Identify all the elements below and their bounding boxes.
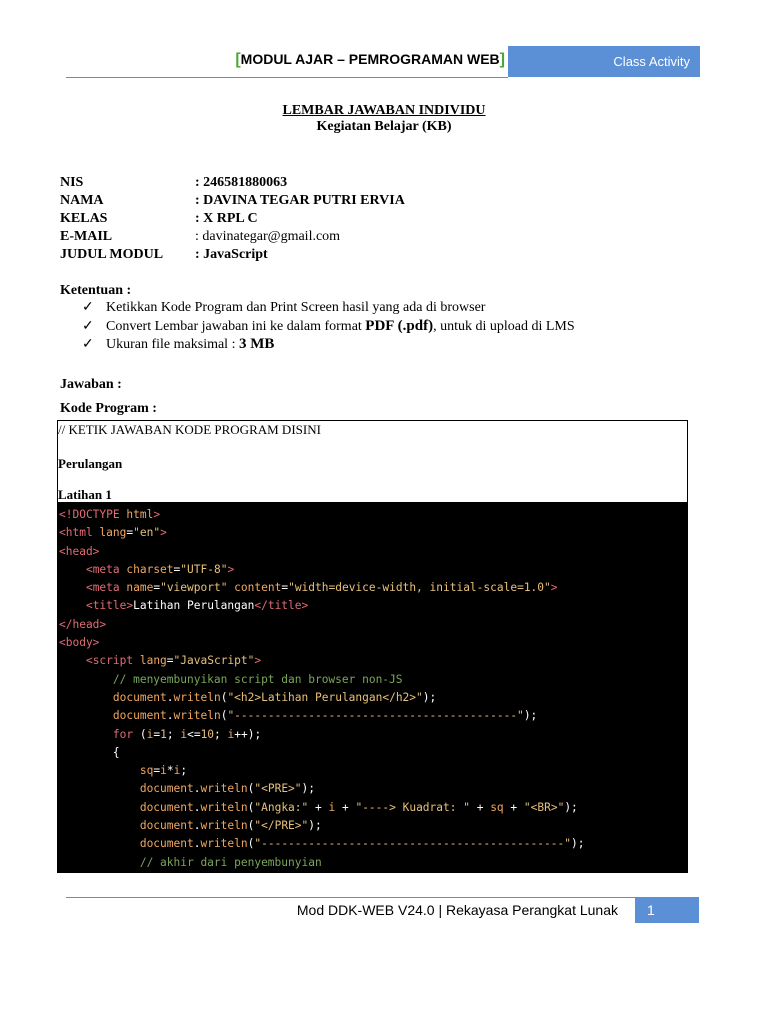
code-line	[59, 579, 688, 597]
code-token: 1	[160, 727, 167, 741]
module-header-title	[0, 51, 505, 69]
code-token: i	[173, 764, 181, 778]
code-line	[59, 835, 688, 853]
code-token: (	[247, 782, 255, 796]
code-token	[59, 837, 140, 850]
rule-size: 3 MB	[238, 336, 275, 352]
answer-instruction: // KETIK JAWABAN KODE PROGRAM DISINI	[58, 422, 321, 437]
info-label: E-MAIL	[60, 229, 113, 244]
code-line	[59, 726, 688, 744]
code-token	[59, 673, 113, 686]
code-token	[59, 764, 140, 777]
code-token: =	[126, 526, 134, 540]
info-label: JUDUL MODUL	[60, 247, 164, 262]
rule-item	[82, 299, 575, 317]
code-token: writeln	[173, 690, 221, 704]
code-token: );	[422, 690, 437, 704]
code-line	[59, 616, 688, 634]
code-token: "JavaScript"	[173, 654, 255, 668]
code-line	[59, 543, 688, 561]
code-token: =	[153, 764, 161, 778]
code-token: <body>	[59, 636, 100, 650]
code-token: =	[153, 727, 161, 741]
code-token	[59, 691, 113, 704]
code-line	[59, 561, 688, 579]
info-row-judul-modul	[60, 246, 405, 264]
code-token	[59, 599, 86, 612]
code-token	[59, 819, 140, 832]
code-token: writeln	[173, 709, 221, 723]
code-token: >	[153, 508, 161, 521]
code-token: 10	[200, 727, 215, 741]
code-token: =	[173, 562, 181, 576]
code-line	[59, 689, 688, 707]
code-token: writeln	[200, 837, 248, 851]
bracket-close: ]	[499, 51, 505, 68]
document-title: LEMBAR JAWABAN INDIVIDU	[282, 103, 486, 118]
bracket-open: [	[235, 51, 241, 68]
code-token: <meta	[85, 562, 127, 576]
code-token: .	[166, 690, 174, 704]
code-token: </head>	[59, 617, 107, 631]
code-token: {	[59, 745, 120, 759]
code-token: (	[220, 709, 228, 723]
code-token: "UTF-8"	[180, 562, 228, 576]
jawaban-heading: Jawaban :	[60, 377, 122, 392]
code-token	[59, 581, 86, 594]
code-token: (	[247, 837, 255, 851]
code-line	[59, 707, 688, 725]
rule-text: Ketikkan Kode Program dan Print Screen hasil yang ada di browser	[106, 300, 486, 315]
code-token: ;	[214, 727, 228, 741]
code-token	[59, 709, 113, 722]
code-token: <!DOCTYPE	[59, 508, 127, 521]
info-value: : davinategar@gmail.com	[195, 229, 341, 244]
code-token: sq	[490, 800, 504, 814]
code-token: <=	[187, 727, 201, 741]
code-token: >	[160, 526, 167, 540]
ketentuan-list	[82, 299, 575, 353]
info-row-nis	[60, 174, 405, 192]
kode-program-heading: Kode Program :	[60, 401, 157, 416]
code-line	[59, 506, 688, 524]
code-token: "width=device-width, initial-scale=1.0"	[288, 581, 551, 595]
document-subtitle: Kegiatan Belajar (KB)	[316, 119, 452, 134]
code-token: +	[503, 800, 524, 814]
code-token: charset	[126, 562, 174, 576]
code-line	[59, 817, 688, 835]
code-token: =	[153, 581, 161, 595]
code-token: >	[254, 654, 262, 668]
code-token: (	[139, 727, 147, 741]
answer-section-title: Perulangan	[58, 456, 123, 471]
code-line	[59, 854, 688, 872]
code-token: i	[160, 764, 167, 778]
code-token: "---------------------------------------------"	[254, 837, 571, 851]
module-title: MODUL AJAR – PEMROGRAMAN WEB	[240, 51, 500, 67]
code-token: .	[166, 709, 174, 723]
code-token: =	[166, 654, 174, 668]
code-token: writeln	[200, 819, 248, 833]
code-token: i	[146, 727, 154, 741]
code-token: );	[308, 819, 322, 833]
info-value: : DAVINA TEGAR PUTRI ERVIA	[195, 193, 405, 208]
code-token: writeln	[200, 782, 248, 796]
code-token: "viewport"	[160, 581, 235, 595]
code-line	[59, 634, 688, 652]
code-token: =	[281, 581, 289, 595]
info-row-nama	[60, 192, 405, 210]
code-token	[59, 782, 140, 795]
code-token	[59, 728, 113, 741]
code-line	[59, 524, 688, 542]
code-token: name	[126, 581, 154, 595]
code-token: >	[550, 581, 558, 595]
class-activity-badge: Class Activity	[508, 46, 700, 77]
code-token: ;	[166, 727, 181, 741]
page-number: 1	[635, 897, 699, 923]
student-info	[60, 174, 405, 264]
code-token: <html	[59, 526, 100, 540]
code-token: // akhir dari penyembunyian	[139, 855, 322, 869]
code-token: Latihan Perulangan	[133, 599, 255, 613]
code-token: .	[193, 837, 201, 851]
code-token: // menyembunyikan script dan browser non-JS	[112, 672, 403, 686]
header-divider	[66, 77, 508, 78]
code-token: +	[335, 800, 356, 814]
code-token: "Angka:"	[254, 800, 309, 814]
rule-item	[82, 335, 575, 353]
code-token: </title>	[254, 599, 309, 613]
code-token	[59, 801, 140, 814]
code-token: "<BR>"	[523, 800, 565, 814]
code-token: .	[193, 800, 201, 814]
code-line	[59, 744, 688, 762]
code-token: document	[139, 819, 194, 833]
code-token: i	[227, 727, 235, 741]
code-token: );	[564, 800, 578, 814]
info-row-email	[60, 228, 405, 246]
code-token: >	[227, 562, 235, 576]
code-token: +	[469, 800, 491, 814]
info-label: NAMA	[60, 193, 104, 208]
code-line	[59, 762, 688, 780]
code-token: <head>	[59, 544, 100, 558]
code-token: "en"	[133, 526, 161, 540]
rule-format: PDF (.pdf)	[365, 318, 434, 334]
rule-item	[82, 317, 575, 335]
code-token	[59, 563, 86, 576]
code-token: ++);	[234, 727, 262, 741]
code-screenshot	[57, 503, 688, 873]
rule-text: Convert Lembar jawaban ini ke dalam format	[106, 319, 366, 334]
ketentuan-heading: Ketentuan :	[60, 283, 132, 298]
document-title-block	[0, 103, 768, 135]
info-value: : JavaScript	[195, 247, 268, 262]
code-token: content	[234, 581, 282, 595]
code-token: document	[112, 709, 167, 723]
info-label: KELAS	[60, 211, 108, 226]
code-token: writeln	[200, 800, 248, 814]
code-token: "------------------------------------------"	[227, 709, 524, 723]
code-line	[59, 652, 688, 670]
code-line	[59, 597, 688, 615]
code-token: html	[126, 508, 154, 521]
code-token: "</PRE>"	[254, 819, 309, 833]
answer-exercise-title: Latihan 1	[58, 487, 112, 502]
code-token: i	[328, 800, 336, 814]
code-token: +	[308, 800, 329, 814]
checkmark-icon: ✓	[82, 300, 94, 315]
code-token: <script	[85, 654, 140, 668]
code-token: .	[193, 819, 201, 833]
code-token: *	[166, 764, 174, 778]
code-token: document	[139, 800, 194, 814]
checkmark-icon: ✓	[82, 319, 94, 334]
code-token: (	[247, 800, 255, 814]
info-value: : X RPL C	[195, 211, 258, 226]
code-token: "<h2>Latihan Perulangan</h2>"	[227, 690, 423, 704]
code-token: <title>	[85, 599, 134, 613]
code-token: lang	[99, 526, 127, 540]
footer-text: Mod DDK-WEB V24.0 | Rekayasa Perangkat Lunak	[296, 902, 618, 918]
code-token: for	[112, 727, 140, 741]
code-token: (	[220, 690, 228, 704]
info-value: : 246581880063	[195, 175, 288, 190]
code-line	[59, 780, 688, 798]
code-line	[59, 671, 688, 689]
code-token: document	[139, 782, 194, 796]
code-token: .	[193, 782, 201, 796]
code-token: lang	[139, 654, 167, 668]
code-token	[59, 856, 140, 869]
code-line	[59, 799, 688, 817]
rule-text: , untuk di upload di LMS	[433, 319, 575, 334]
code-token: "<PRE>"	[254, 782, 302, 796]
code-token: );	[301, 782, 316, 796]
checkmark-icon: ✓	[82, 337, 94, 352]
rule-text: Ukuran file maksimal :	[106, 337, 239, 352]
code-token: i	[180, 727, 188, 741]
code-token: document	[139, 837, 194, 851]
answer-box	[57, 420, 688, 503]
code-token: document	[112, 690, 167, 704]
code-token	[59, 654, 86, 667]
footer-divider	[66, 897, 635, 898]
code-token: <meta	[85, 581, 127, 595]
info-label: NIS	[60, 175, 84, 190]
code-token: ;	[180, 764, 188, 778]
code-token: );	[570, 837, 585, 851]
info-row-kelas	[60, 210, 405, 228]
code-token: );	[523, 709, 538, 723]
code-token: "----> Kuadrat: "	[355, 800, 470, 814]
code-token: sq	[139, 764, 154, 778]
code-token: (	[247, 819, 255, 833]
